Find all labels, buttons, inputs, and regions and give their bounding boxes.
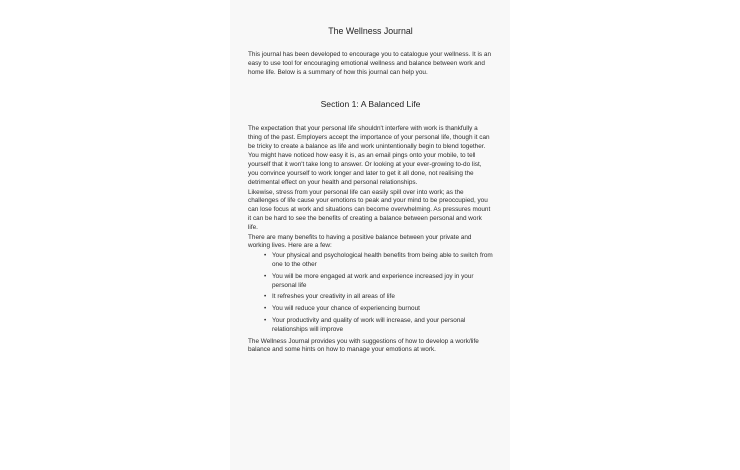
paragraph: You might have noticed how easy it is, as an email pings onto your mobile, to tell yourself that it won't take long to answer. Or looking at your ever-growing to-do list, you convince yourself to work longer and later to get it all done, not realising the detrimental effect on your health and personal relationships.: [248, 152, 482, 186]
benefits-list: [248, 252, 493, 334]
list-item: • Your physical and psychological health benefits from being able to switch from one to the other: [266, 252, 494, 270]
intro-paragraph: This journal has been developed to encourage you to catalogue your wellness. It is an easy to use tool for encouraging emotional wellness and balance between work and home life. Below is a summary of how this journal can help you.: [248, 51, 492, 76]
closing-paragraph: The Wellness Journal provides you with suggestions of how to develop a work/life balance and some hints on how to manage your emotions at work.: [248, 337, 479, 354]
section-heading: Section 1: A Balanced Life: [320, 99, 421, 109]
list-item: • Your productivity and quality of work will increase, and your personal relationships will improve: [266, 317, 494, 335]
list-item: • You will reduce your chance of experiencing burnout: [266, 305, 494, 314]
document-title: The Wellness Journal: [328, 26, 413, 36]
list-item: • You will be more engaged at work and experience increased joy in your personal life: [266, 273, 494, 291]
paragraph: The expectation that your personal life shouldn't interfere with work is thankfully a thing of the past. Employers accept the importance of your personal life, though it can be tricky to create a balance as life and work unintentionally begin to blend together.: [248, 125, 490, 150]
paragraph: Likewise, stress from your personal life can easily spill over into work; as the challenges of life cause your emotions to peak and your mind to be preoccupied, you can lose focus at work and situations can become overwhelming. As pressures mount it can be hard to see the benefits of creating a balance between personal and work life.: [248, 188, 491, 231]
section-body: [248, 125, 493, 356]
paragraph: There are many benefits to having a positive balance between your private and working lives. Here are a few:: [248, 233, 472, 250]
list-item: • It refreshes your creativity in all areas of life: [266, 293, 494, 302]
